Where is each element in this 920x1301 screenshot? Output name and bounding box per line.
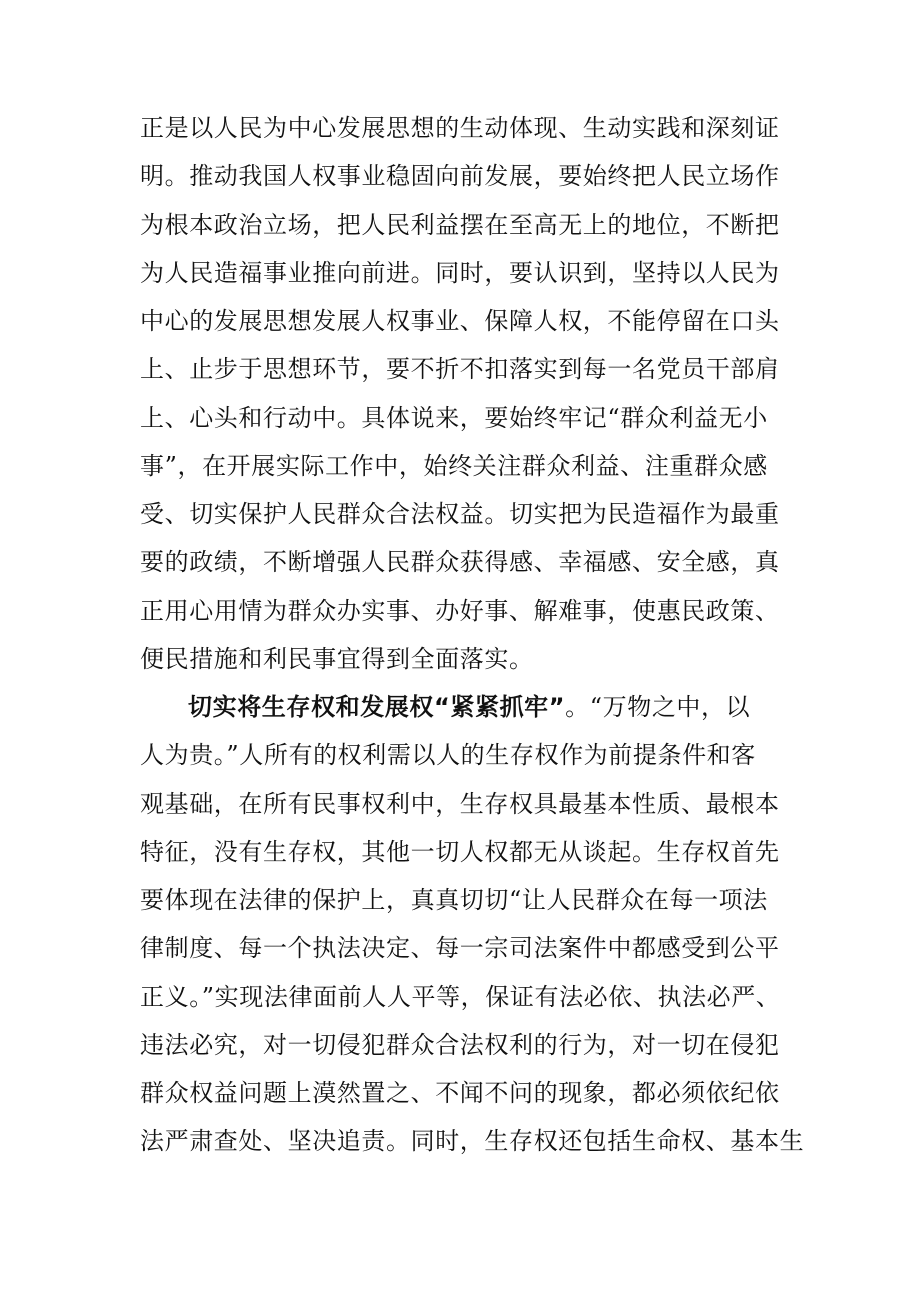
paragraph-line: 上、心头和行动中。具体说来，要始终牢记“群众利益无小	[140, 404, 768, 432]
paragraph-line: 群众权益问题上漠然置之、不闻不问的现象，都必须依纪依	[140, 1079, 780, 1107]
paragraph-line: 要体现在法律的保护上，真真切切“让人民群众在每一项法	[140, 886, 768, 914]
paragraph-line: 违法必究，对一切侵犯群众合法权利的行为，对一切在侵犯	[140, 1031, 780, 1059]
paragraph-line: 上、止步于思想环节，要不折不扣落实到每一名党员干部肩	[140, 355, 780, 383]
paragraph-line: 特征，没有生存权，其他一切人权都无从谈起。生存权首先	[140, 838, 780, 866]
paragraph-line: 中心的发展思想发展人权事业、保障人权，不能停留在口头	[140, 307, 780, 335]
paragraph-line: 正义。”实现法律面前人人平等，保证有法必依、执法必严、	[140, 983, 781, 1011]
paragraph-line: 明。推动我国人权事业稳固向前发展，要始终把人民立场作	[140, 162, 780, 190]
paragraph-line: 正用心用情为群众办实事、办好事、解难事，使惠民政策、	[140, 597, 780, 625]
paragraph-line: 为根本政治立场，把人民利益摆在至高无上的地位，不断把	[140, 211, 780, 239]
paragraph-line: 事”，在开展实际工作中，始终关注群众利益、注重群众感	[140, 452, 768, 480]
paragraph-line: 人为贵。”人所有的权利需以人的生存权作为前提条件和客	[140, 741, 756, 769]
paragraph-line: 观基础，在所有民事权利中，生存权具最基本性质、最根本	[140, 790, 780, 818]
paragraph-line: 受、切实保护人民群众合法权益。切实把为民造福作为最重	[140, 500, 780, 528]
paragraph-line: 正是以人民为中心发展思想的生动体现、生动实践和深刻证	[140, 114, 780, 142]
paragraph-heading: 切实将生存权和发展权“紧紧抓牢”	[188, 693, 566, 721]
paragraph-line: 要的政绩，不断增强人民群众获得感、幸福感、安全感，真	[140, 548, 780, 576]
paragraph-first-line	[188, 692, 750, 722]
paragraph-line: 法严肃查处、坚决追责。同时，生存权还包括生命权、基本生	[140, 1127, 805, 1155]
paragraph-line: 为人民造福事业推向前进。同时，要认识到，坚持以人民为	[140, 259, 780, 287]
paragraph-text: 。“万物之中，以	[565, 693, 751, 721]
paragraph-line: 便民措施和利民事宜得到全面落实。	[140, 645, 534, 673]
paragraph-line: 律制度、每一个执法决定、每一宗司法案件中都感受到公平	[140, 934, 780, 962]
